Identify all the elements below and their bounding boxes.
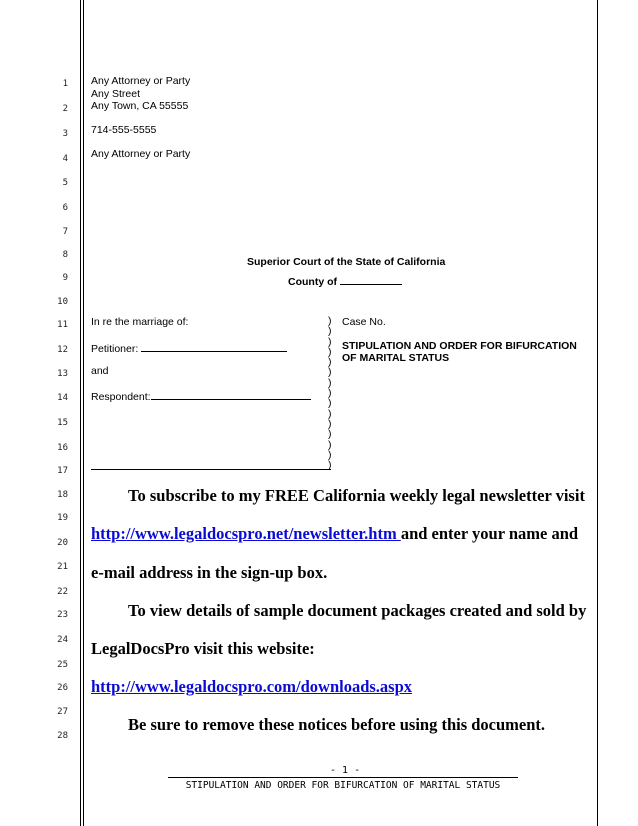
footer-title: STIPULATION AND ORDER FOR BIFURCATION OF MARITAL STATUS [168, 777, 518, 791]
line-number: 17 [57, 466, 68, 476]
line-number: 20 [57, 538, 68, 548]
document-title-line1: STIPULATION AND ORDER FOR BIFURCATION [342, 340, 577, 352]
attorney-name: Any Attorney or Party [91, 75, 191, 87]
court-name: Superior Court of the State of California [247, 256, 446, 268]
in-re-label: In re the marriage of: [91, 316, 189, 328]
line-number: 12 [57, 345, 68, 355]
line-number: 9 [62, 273, 68, 283]
attorney-street: Any Street [91, 88, 141, 100]
document-title-line2: OF MARITAL STATUS [342, 352, 450, 364]
line-number: 5 [62, 178, 68, 188]
and-label: and [91, 365, 109, 377]
attorney-phone: 714-555-5555 [91, 124, 157, 136]
downloads-link[interactable]: http://www.legaldocspro.com/downloads.aspx [91, 677, 413, 696]
notice-line-2 [91, 524, 578, 544]
line-number: 6 [62, 203, 68, 213]
line-number: 27 [57, 707, 68, 717]
line-number: 23 [57, 610, 68, 620]
respondent-label: Respondent: [91, 391, 151, 403]
line-number: 21 [57, 562, 68, 572]
line-number: 24 [57, 635, 68, 645]
line-number: 2 [62, 104, 68, 114]
right-margin-rule [597, 0, 598, 826]
caption-parentheses: ) ) ) ) ) ) ) ) ) ) ) ) ) ) ) [328, 315, 332, 472]
respondent-line [91, 389, 311, 403]
attorney-for: Any Attorney or Party [91, 148, 191, 160]
attorney-city: Any Town, CA 55555 [91, 100, 189, 112]
petitioner-blank [141, 341, 287, 352]
line-number: 4 [62, 154, 68, 164]
left-margin-rule [80, 0, 81, 826]
footer-page-number: - 1 - [330, 765, 361, 776]
line-number: 16 [57, 443, 68, 453]
petitioner-line [91, 341, 287, 355]
line-number: 18 [57, 490, 68, 500]
line-number: 14 [57, 393, 68, 403]
line-number: 28 [57, 731, 68, 741]
line-number: 11 [57, 320, 68, 330]
line-number: 26 [57, 683, 68, 693]
line-number: 15 [57, 418, 68, 428]
notice-line-6 [91, 677, 412, 697]
notice-line-1: To subscribe to my FREE California weekly legal newsletter visit [128, 486, 585, 505]
county-line [288, 274, 402, 288]
notice-line-4: To view details of sample document packages created and sold by [128, 601, 587, 620]
newsletter-link[interactable]: http://www.legaldocspro.net/newsletter.htm [91, 524, 401, 543]
line-number: 25 [57, 660, 68, 670]
petitioner-label: Petitioner: [91, 343, 139, 355]
case-no-label: Case No. [342, 316, 386, 328]
county-blank [340, 274, 402, 285]
line-number: 13 [57, 369, 68, 379]
line-number: 8 [62, 250, 68, 260]
notice-line-3: e-mail address in the sign-up box. [91, 563, 328, 582]
line-number: 7 [62, 227, 68, 237]
left-margin-rule-inner [83, 0, 84, 826]
line-number: 22 [57, 587, 68, 597]
notice-line-5: LegalDocsPro visit this website: [91, 639, 315, 658]
notice-line-2-tail: and enter your name and [400, 524, 579, 543]
line-number: 10 [57, 297, 68, 307]
line-number: 3 [62, 129, 68, 139]
line-number: 1 [62, 79, 68, 89]
respondent-blank [151, 389, 311, 400]
county-label: County of [288, 276, 337, 288]
line-number: 19 [57, 513, 68, 523]
caption-bottom-rule [91, 469, 331, 470]
notice-line-7: Be sure to remove these notices before using this document. [128, 715, 546, 734]
